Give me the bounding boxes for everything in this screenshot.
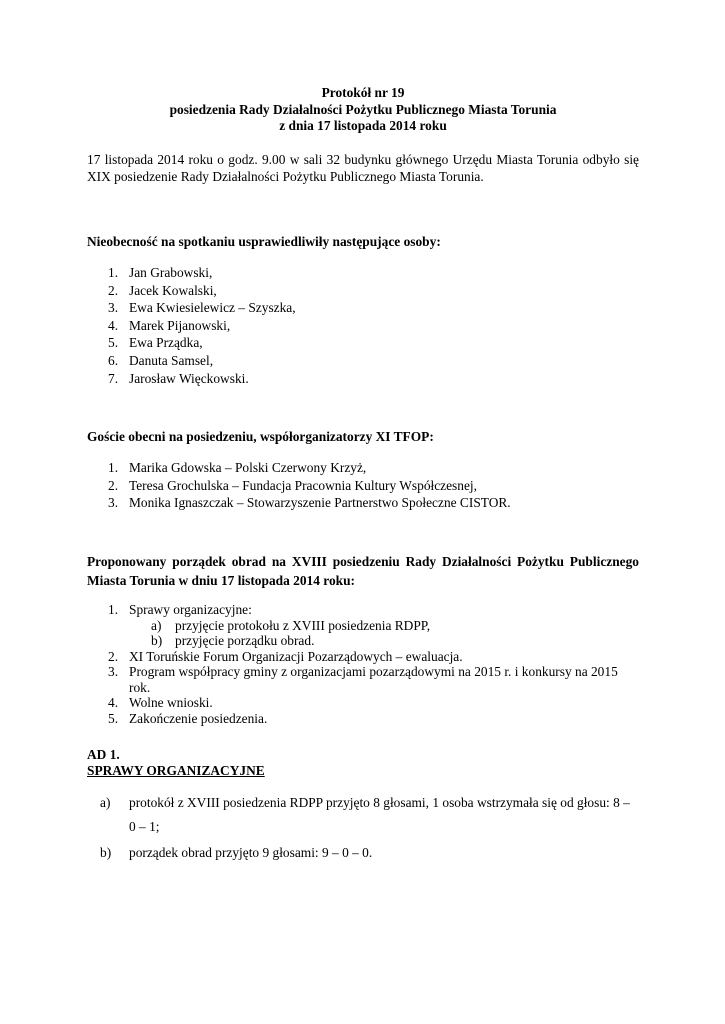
ad1-list — [87, 791, 639, 867]
list-item: 5. Ewa Prządka, — [108, 335, 203, 351]
agenda-heading: Proponowany porządek obrad na XVIII posiedzeniu Rady Działalności Pożytku Publicznego Miasta Torunia w dniu 17 listopada 2014 roku: — [87, 554, 639, 588]
list-item: 2. Teresa Grochulska – Fundacja Pracownia Kultury Współczesnej, — [108, 477, 477, 493]
list-item: 3. Monika Ignaszczak – Stowarzyszenie Partnerstwo Społeczne CISTOR. — [108, 495, 511, 511]
list-item: 4. Marek Pijanowski, — [108, 317, 231, 333]
title-line-1: Protokół nr 19 — [321, 85, 405, 100]
list-item: 1. Jan Grabowski, — [108, 265, 213, 280]
ad1-title: SPRAWY ORGANIZACYJNE — [87, 763, 265, 778]
list-item: a) protokół z XVIII posiedzenia RDPP przyjęto 8 głosami, 1 osoba wstrzymała się od głosu: 8 – 0 – 1; — [100, 795, 630, 834]
list-item: 6. Danuta Samsel, — [108, 352, 214, 368]
list-item: 3. Program współpracy gminy z organizacjami pozarządowymi na 2015 r. i konkursy na 2015 rok. — [108, 664, 618, 695]
list-item: 1. Marika Gdowska – Polski Czerwony Krzyż, — [108, 460, 367, 475]
list-item: a) przyjęcie protokołu z XVIII posiedzenia RDPP, — [151, 617, 431, 633]
list-item: 1. Sprawy organizacyjne: — [108, 602, 252, 617]
guests-heading: Goście obecni na posiedzeniu, współorganizatorzy XI TFOP: — [87, 429, 434, 444]
list-item: 4. Wolne wnioski. — [108, 695, 213, 710]
intro-paragraph: 17 listopada 2014 roku o godz. 9.00 w sali 32 budynku głównego Urzędu Miasta Torunia odbyło się XIX posiedzenie Rady Działalności Pożytku Publicznego Miasta Torunia. — [87, 152, 639, 184]
title-line-2: posiedzenia Rady Działalności Pożytku Publicznego Miasta Torunia — [169, 101, 557, 117]
list-item: b) przyjęcie porządku obrad. — [151, 633, 315, 648]
document-title — [87, 85, 639, 135]
list-item: 3. Ewa Kwiesielewicz – Szyszka, — [108, 300, 296, 316]
absent-heading: Nieobecność na spotkaniu usprawiedliwiły następujące osoby: — [87, 234, 441, 249]
ad1-label: AD 1. — [87, 747, 120, 762]
list-item: 5. Zakończenie posiedzenia. — [108, 710, 268, 726]
agenda-list — [87, 602, 639, 726]
list-item: 7. Jarosław Więckowski. — [108, 370, 249, 386]
list-item: 2. Jacek Kowalski, — [108, 282, 217, 298]
list-item: 2. XI Toruńskie Forum Organizacji Pozarządowych – ewaluacja. — [108, 648, 463, 664]
guests-list — [87, 459, 639, 512]
list-item: b) porządek obrad przyjęto 9 głosami: 9 – 0 – 0. — [100, 845, 373, 860]
title-line-3: z dnia 17 listopada 2014 roku — [279, 118, 447, 133]
absent-list — [87, 264, 639, 387]
